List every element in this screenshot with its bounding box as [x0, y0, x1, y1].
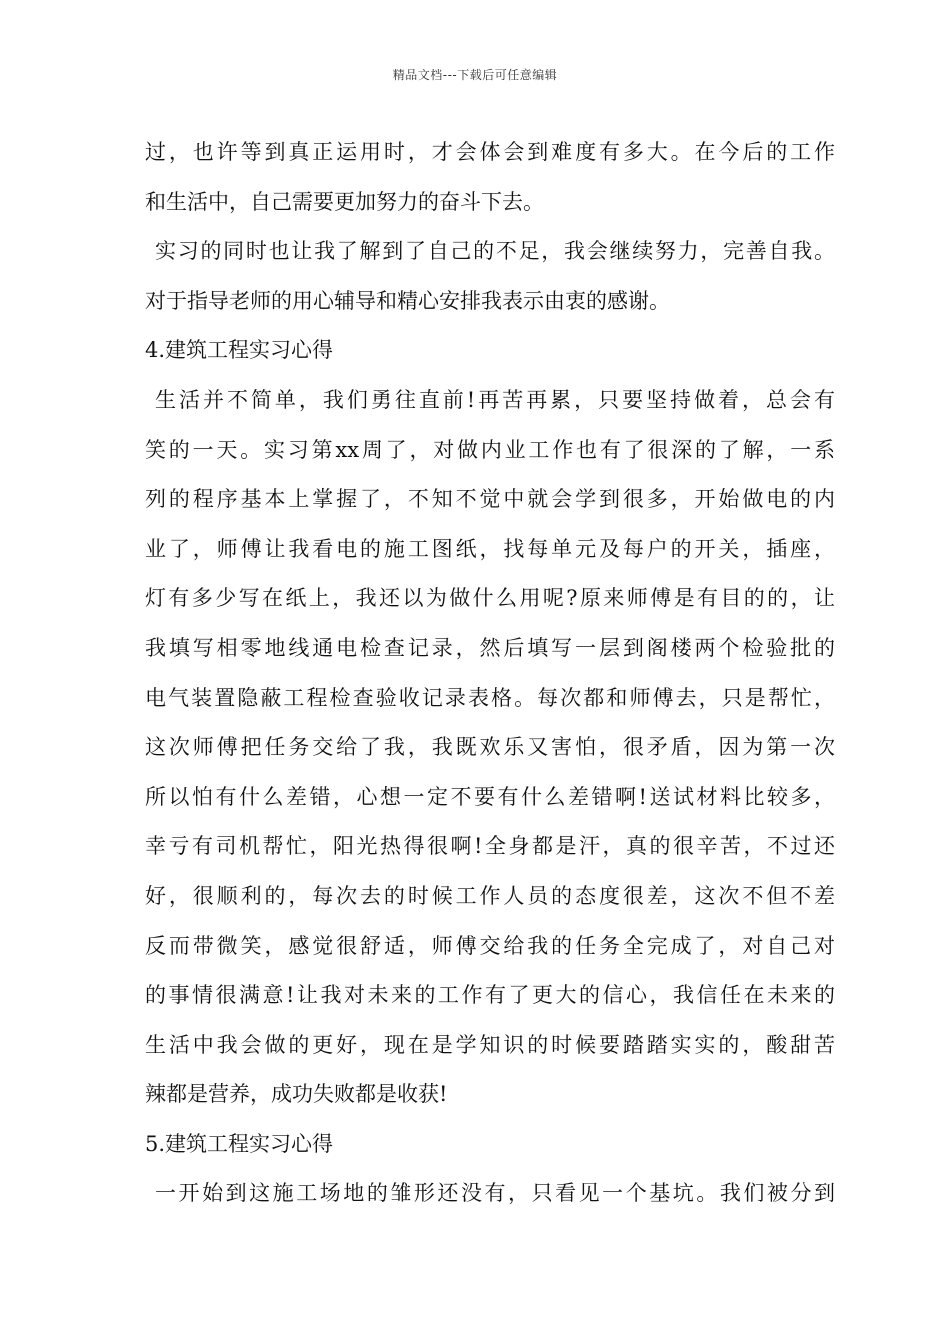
- text-line: 5.建筑工程实习心得: [145, 1131, 334, 1156]
- document-body: [145, 128, 835, 1219]
- text-line: 所以怕有什么差错，心想一定不要有什么差错啊!送试材料比较多，: [145, 784, 835, 809]
- text-line: 我填写相零地线通电检查记录，然后填写一层到阁楼两个检验批的: [145, 635, 835, 660]
- text-line: 过，也许等到真正运用时，才会体会到难度有多大。在今后的工作: [145, 140, 835, 164]
- text-line: 业了，师傅让我看电的施工图纸，找每单元及每户的开关，插座，: [145, 536, 835, 561]
- text-line: 这次师傅把任务交给了我，我既欢乐又害怕，很矛盾，因为第一次: [145, 735, 835, 760]
- text-line: 生活中我会做的更好，现在是学知识的时候要踏踏实实的，酸甜苦: [145, 1032, 835, 1057]
- text-line: 幸亏有司机帮忙，阳光热得很啊!全身都是汗，真的很辛苦，不过还: [145, 834, 835, 859]
- text-line: 电气装置隐蔽工程检查验收记录表格。每次都和师傅去，只是帮忙，: [145, 685, 835, 710]
- text-line: 一开始到这施工场地的雏形还没有，只看见一个基坑。我们被分到: [155, 1181, 835, 1206]
- text-line: 生活并不简单，我们勇往直前!再苦再累，只要坚持做着，总会有: [155, 387, 835, 412]
- text-line: 实习的同时也让我了解到了自己的不足，我会继续努力，完善自我。: [155, 239, 835, 264]
- text-line: 4.建筑工程实习心得: [145, 338, 334, 363]
- text-line: 和生活中，自己需要更加努力的奋斗下去。: [145, 189, 544, 214]
- text-line: 辣都是营养，成功失败都是收获!: [145, 1082, 448, 1107]
- text-line: 好，很顺利的，每次去的时候工作人员的态度很差，这次不但不差: [145, 883, 835, 908]
- text-line: 对于指导老师的用心辅导和精心安排我表示由衷的感谢。: [145, 288, 670, 313]
- text-line: 反而带微笑，感觉很舒适，师傅交给我的任务全完成了，对自己对: [145, 933, 835, 958]
- page-header: 精品文档---下载后可任意编辑: [392, 68, 558, 82]
- text-line: 的事情很满意!让我对未来的工作有了更大的信心，我信任在未来的: [145, 983, 835, 1008]
- text-line: 灯有多少写在纸上，我还以为做什么用呢?原来师傅是有目的的，让: [145, 586, 835, 611]
- text-line: 笑的一天。实习第xx周了，对做内业工作也有了很深的了解，一系: [145, 437, 835, 462]
- text-line: 列的程序基本上掌握了，不知不觉中就会学到很多，开始做电的内: [145, 487, 835, 512]
